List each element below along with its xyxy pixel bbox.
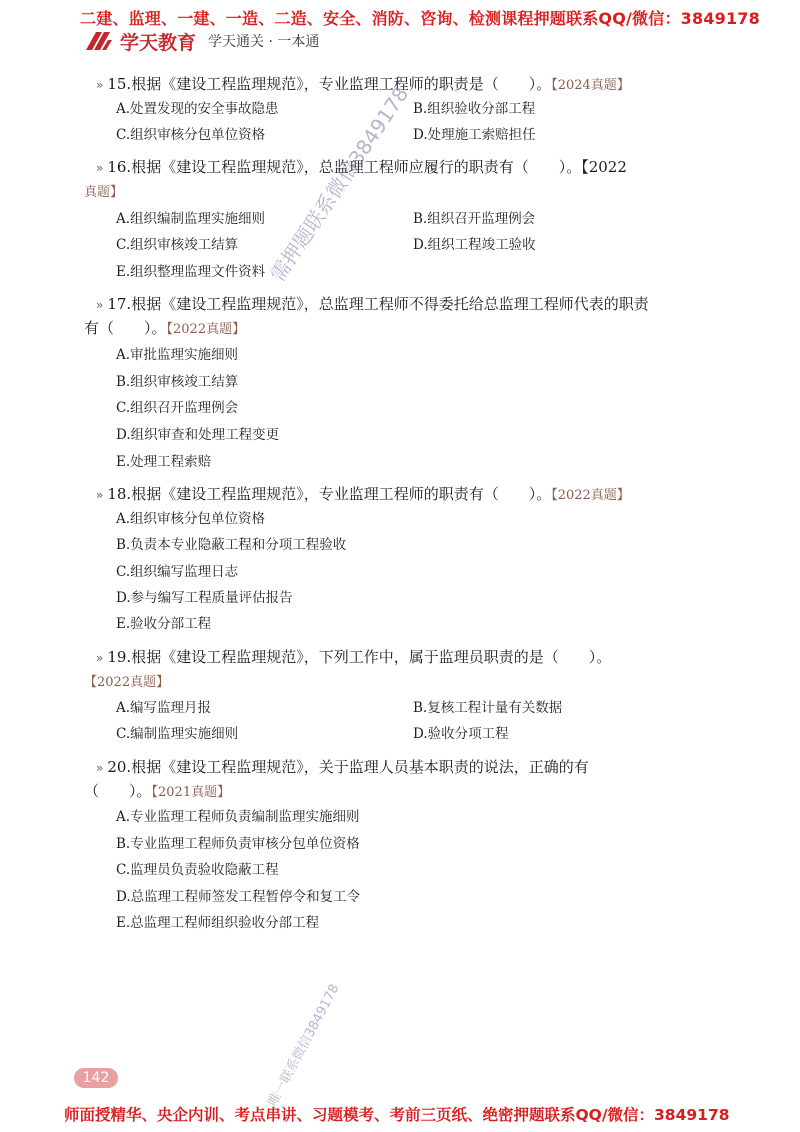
brand-name: 学天教育 xyxy=(120,31,197,54)
option: E.总监理工程师组织验收分部工程 xyxy=(116,915,320,931)
option: C.编制监理实施细则 xyxy=(116,726,239,742)
arrow-marker-icon: » xyxy=(96,761,104,775)
arrow-marker-icon: » xyxy=(96,161,104,175)
bottom-banner: 师面授精华、央企内训、考点串讲、习题模考、考前三页纸、绝密押题联系QQ/微信：3849178 xyxy=(64,1106,730,1124)
option: B.复核工程计量有关数据 xyxy=(413,700,563,716)
option: A.处置发现的安全事故隐患 xyxy=(116,101,279,117)
option: C.组织召开监理例会 xyxy=(116,400,239,416)
option: C.组织编写监理日志 xyxy=(116,564,239,580)
option: D.组织工程竣工验收 xyxy=(413,237,536,253)
exam-year-tag: 【2022真题】 xyxy=(84,675,170,690)
watermark: 唯一联系微信3849178 xyxy=(265,981,343,1109)
question-15: » 15.根据《建设工程监理规范》，专业监理工程师的职责是（ ）。【2024真题】 xyxy=(96,75,630,93)
top-banner: 二建、监理、一建、一造、二造、安全、消防、咨询、检测课程押题联系QQ/微信：3849178 xyxy=(80,9,760,28)
option: E.处理工程索赔 xyxy=(116,454,212,470)
question-18: » 18.根据《建设工程监理规范》，专业监理工程师的职责有（ ）。【2022真题】 xyxy=(96,485,630,503)
brand xyxy=(84,28,319,54)
option: A.组织编制监理实施细则 xyxy=(116,211,266,227)
question-17-continued: 有（ ）。【2022真题】 xyxy=(84,319,246,337)
option: A.组织审核分包单位资格 xyxy=(116,511,266,527)
question-19-continued xyxy=(84,668,714,696)
option: C.组织审核分包单位资格 xyxy=(116,127,266,143)
option: B.专业监理工程师负责审核分包单位资格 xyxy=(116,836,360,852)
option: C.监理员负责验收隐蔽工程 xyxy=(116,862,279,878)
option: B.组织审核竣工结算 xyxy=(116,374,239,390)
option: B.组织召开监理例会 xyxy=(413,211,536,227)
question-16-continued: 真题】 xyxy=(84,185,124,200)
arrow-marker-icon: » xyxy=(96,78,104,92)
question-17: » 17.根据《建设工程监理规范》，总监理工程师不得委托给总监理工程师代表的职责 xyxy=(96,295,649,313)
option: A.专业监理工程师负责编制监理实施细则 xyxy=(116,809,360,825)
option: D.参与编写工程质量评估报告 xyxy=(116,590,293,606)
option: B.组织验收分部工程 xyxy=(413,101,536,117)
option: A.审批监理实施细则 xyxy=(116,347,239,363)
option: A.编写监理月报 xyxy=(116,700,212,716)
question-19: » 19.根据《建设工程监理规范》，下列工作中，属于监理员职责的是（ ）。 xyxy=(96,648,612,666)
option: E.组织整理监理文件资料 xyxy=(116,264,266,280)
brand-slogan: 学天通关 · 一本通 xyxy=(208,34,320,50)
exam-year-tag: 【2022真题】 xyxy=(551,488,630,503)
arrow-marker-icon: » xyxy=(96,298,104,312)
arrow-marker-icon: » xyxy=(96,651,104,665)
question-16: » 16.根据《建设工程监理规范》，总监理工程师应履行的职责有（ ）。【2022 xyxy=(96,158,627,176)
option: D.验收分项工程 xyxy=(413,726,509,742)
option: C.组织审核竣工结算 xyxy=(116,237,239,253)
exam-year-tag: 【2021真题】 xyxy=(151,785,231,800)
option: E.验收分部工程 xyxy=(116,616,212,632)
arrow-marker-icon: » xyxy=(96,488,104,502)
option: D.总监理工程师签发工程暂停令和复工令 xyxy=(116,889,361,905)
exam-year-tag: 【2024真题】 xyxy=(551,78,630,93)
option: D.组织审查和处理工程变更 xyxy=(116,427,280,443)
question-20-continued: （ ）。【2021真题】 xyxy=(84,782,231,800)
option: B.负责本专业隐蔽工程和分项工程验收 xyxy=(116,537,347,553)
exam-year-tag: 【2022真题】 xyxy=(166,322,246,337)
brand-logo-icon xyxy=(84,30,114,52)
page-number: 142 xyxy=(74,1068,118,1088)
question-20: » 20.根据《建设工程监理规范》，关于监理人员基本职责的说法，正确的有 xyxy=(96,758,589,776)
watermark: 需押题联系微信3849178 xyxy=(265,82,414,286)
option: D.处理施工索赔担任 xyxy=(413,127,536,143)
